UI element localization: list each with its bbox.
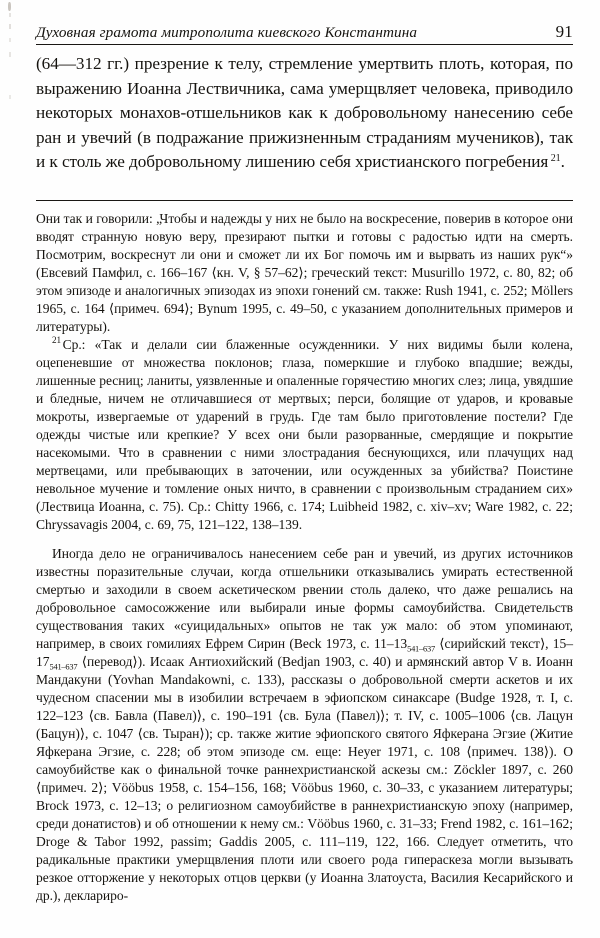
scan-artifact	[9, 52, 11, 57]
scan-artifact	[9, 95, 11, 99]
continuation-segment-2: ⟨сирийский текст⟩, 15–17	[36, 635, 573, 669]
footnote-item-21	[36, 336, 573, 534]
continuation-segment-1: Иногда дело не ограничивалось нанесением себе ран и увечий, из других источников известны поразительные случаи, когда отшельники отказывались умирать естественной смертью и заходили в своем аскетическом рвении столь далеко, что даже решались на добровольное самосожжение или выбирали иные формы самоубийства. Свидетельств существования таких «суицидальных» опытов не так уж мало: об этом упоминают, например, в своих гомилиях Ефрем Сирин (Beck 1973, с. 11–13	[36, 545, 573, 651]
running-head-title: Духовная грамота митрополита киевского Константина	[36, 24, 418, 41]
text-column	[36, 52, 573, 905]
scan-artifact	[8, 2, 11, 11]
footnote-21-text: Ср.: «Так и делали сии блаженные осужденники. У них видимы были колена, оцепеневшие от множества поклонов; глаза, померкшие и глубоко впадшие; вежды, лишенные ресниц; ланиты, уязвленные и опаленные горячестию многих слез; лица, увядшие и бледные, ничем не отличавшиеся от мертвых; перси, болящие от ударов, и кровавые мокроты, извергаемые от ударений в грудь. Где там было приготовление постели? Где одежды чистые или крепкие? У всех они были разорванные, смердящие и покрытие насекомыми. Что в сравнении с ними злострадания беснующихся, или плачущих над мертвецами, или пребывающих в заточении, или осужденных за убийства? Поистине невольное мучение и томление оных ничто, в сравнении с произвольным страданием сих» (Лествица Иоанна, с. 75). Ср.: Chitty 1966, с. 174; Luibheid 1982, с. xiv–xv; Ware 1982, с. 22; Chryssavagis 2004, с. 69, 75, 121–122, 138–139.	[36, 336, 573, 532]
scan-artifact	[9, 24, 11, 29]
footnote-continued-text: Они так и говорили: „Чтобы и надежды у них не было на воскресение, поверив в которое они вводят странную новую веру, презирают пытки и готовы с радостью идти на смерть. Посмотрим, воскреснут ли они и сможет ли их Бог помочь им и вырвать из наших рук“» (Евсевий Памфил, с. 166–167 ⟨кн. V, § 57–62⟩; греческий текст: Musurillo 1972, с. 80, 82; об этом эпизоде и аналогичных эпизодах из эпохи гонений см. также: Rush 1941, с. 252; Möllers 1965, с. 164 ⟨примеч. 694⟩; Bynum 1995, с. 49–50, с указанием дополнительных примеров и литературы).	[36, 210, 573, 334]
footnote-separator-rule	[36, 200, 573, 201]
continuation-segment-3: ⟨перевод⟩). Исаак Антиохийский (Bedjan 1903, с. 40) и армянский автор V в. Иоанн Мандакуни (Yovhan Mandakowni, с. 133), рассказы о добровольной смерти аскетов и их чудесном спасении мы в изобилии встречаем в эфиопском синаксаре (Budge 1928, т. I, с. 122–123 ⟨св. Бавла (Павел)⟩, с. 190–191 ⟨св. Була (Павел)⟩; т. IV, с. 1005–1006 ⟨св. Лацун (Бацун)⟩, с. 1047 ⟨св. Тыран⟩); ср. также житие эфиопского святого Яфкерана Эгзие (Житие Яфкерана Эгзие, с. 228; об этом эпизоде см. еще: Heyer 1971, с. 108 ⟨примеч. 138⟩). О самоубийстве как о финальной точке раннехристианской аскезы см.: Zöckler 1897, с. 260 ⟨примеч. 2⟩; Vööbus 1958, с. 154–156, 168; Vööbus 1960, с. 30–33, с указанием литературы; Brock 1973, с. 12–13; о религиозном самоубийстве в раннехристианскую эпоху (например, среди донатистов) и об отношении к нему см.: Vööbus 1960, с. 31–33; Frend 1982, с. 161–162; Droge & Tabor 1992, passim; Gaddis 2005, с. 111–119, 122, 166. Следует отметить, что радикальные практики умерщвления плоти или своего рода гипераскеза могли вызывать резкое отторжение у некоторых отцов церкви (у Иоанна Златоуста, Василия Кесарийского и др.), деклариро-	[36, 653, 573, 903]
locus-subscript-2: 541–637	[49, 662, 78, 672]
running-head	[36, 22, 573, 45]
locus-subscript-1: 541–637	[407, 644, 435, 654]
body-paragraph-tail: .	[560, 152, 565, 172]
footnote-reference-21: 21	[550, 152, 561, 164]
footnote-block	[36, 210, 573, 534]
page-number: 91	[555, 22, 573, 41]
footnote-marker-21: 21	[52, 335, 62, 346]
continuation-paragraph	[36, 545, 573, 905]
body-paragraph-text: (64—312 гг.) презрение к телу, стремление умертвить плоть, которая, по выражению Иоанна Лествичника, сама умерщвляет человека, приводило некоторых монахов-отшельников как к добровольному нанесению себе ран и увечий (в подражание прижизненным страданиям мучеников), так и к столь же добровольному лишению себя христианского погребения	[36, 54, 573, 172]
scan-artifact	[9, 13, 11, 17]
footnote-continued	[36, 210, 573, 336]
scan-artifact	[9, 38, 11, 42]
body-paragraph	[36, 52, 573, 175]
